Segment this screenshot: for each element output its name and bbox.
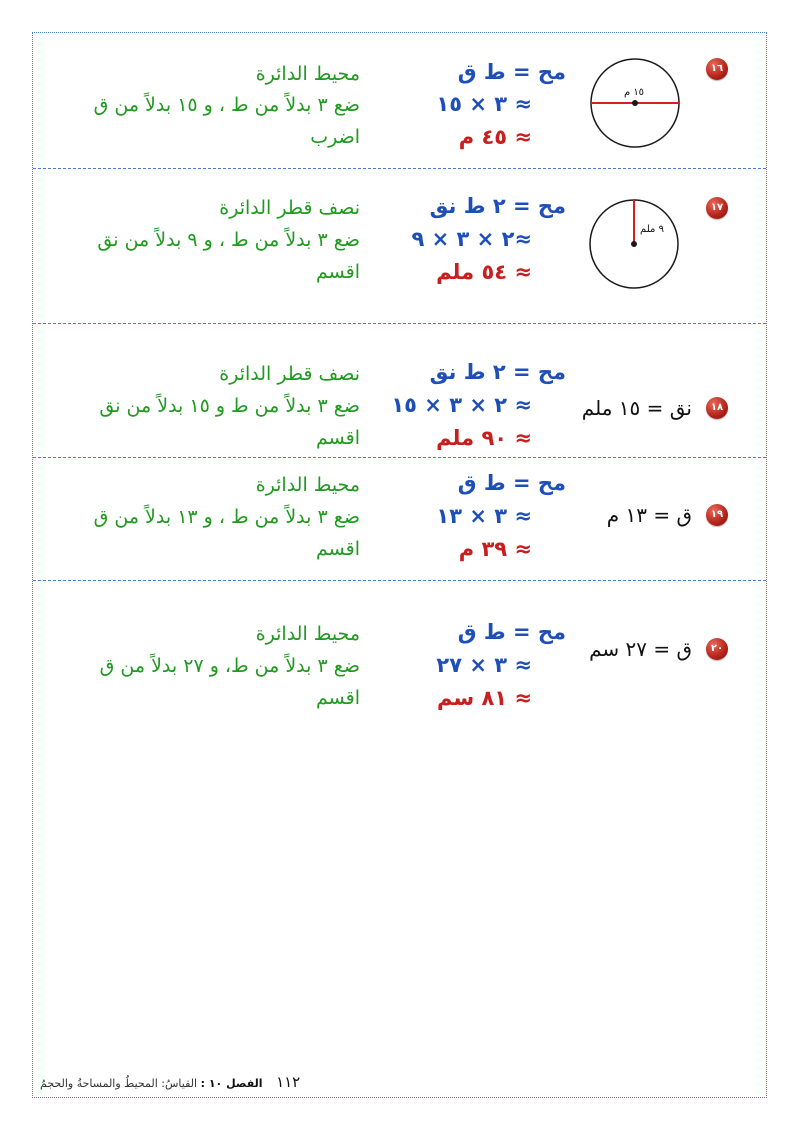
- result: ≈ ٨١ سم: [437, 686, 532, 710]
- note-line-3: اقسم: [316, 427, 360, 449]
- note-line-3: اقسم: [316, 538, 360, 560]
- formula: مح = ط ق: [457, 60, 566, 84]
- separator: [33, 580, 766, 581]
- chapter-title: القياسُ: المحيطُ والمساحةُ والحجمُ: [40, 1077, 198, 1090]
- page-frame: [32, 32, 767, 1098]
- page-footer: [40, 1073, 300, 1091]
- page-number: ١١٢: [276, 1073, 301, 1091]
- note-line-1: محيط الدائرة: [255, 63, 360, 85]
- given-value: نق = ١٥ ملم: [581, 396, 692, 420]
- circle-radius-diagram: [586, 194, 686, 292]
- result: ≈ ٥٤ ملم: [436, 260, 532, 284]
- note-line-2: ضع ٣ بدلاً من ط، و ٢٧ بدلاً من ق: [99, 655, 360, 677]
- note-line-2: ضع ٣ بدلاً من ط و ١٥ بدلاً من نق: [99, 395, 360, 417]
- substitution-step: ≈٢ × ٣ × ٩: [411, 227, 532, 251]
- note-line-3: اقسم: [316, 687, 360, 709]
- circle-diameter-diagram: [586, 55, 686, 153]
- note-line-1: نصف قطر الدائرة: [219, 197, 360, 219]
- substitution-step: ≈ ٣ × ١٣: [436, 504, 532, 528]
- problem-number-badge: ٢٠: [706, 638, 728, 660]
- result: ≈ ٩٠ ملم: [436, 426, 532, 450]
- diagram-label: ١٥ م: [623, 87, 645, 98]
- substitution-step: ≈ ٣ × ٢٧: [436, 653, 532, 677]
- note-line-1: محيط الدائرة: [255, 474, 360, 496]
- note-line-2: ضع ٣ بدلاً من ط ، و ١٥ بدلاً من ق: [93, 94, 360, 116]
- note-line-2: ضع ٣ بدلاً من ط ، و ١٣ بدلاً من ق: [93, 506, 360, 528]
- note-line-1: محيط الدائرة: [255, 623, 360, 645]
- separator: [33, 323, 766, 324]
- formula: مح = ط ق: [457, 471, 566, 495]
- chapter-label: الفصل ١٠ :: [200, 1077, 263, 1090]
- result: ≈ ٣٩ م: [458, 537, 532, 561]
- given-value: ق = ٢٧ سم: [589, 637, 692, 661]
- result: ≈ ٤٥ م: [458, 125, 532, 149]
- note-line-2: ضع ٣ بدلاً من ط ، و ٩ بدلاً من نق: [97, 229, 360, 251]
- note-line-3: اضرب: [310, 126, 360, 148]
- note-line-1: نصف قطر الدائرة: [219, 363, 360, 385]
- formula: مح = ط ق: [457, 620, 566, 644]
- separator: [33, 457, 766, 458]
- problem-number-badge: ١٧: [706, 197, 728, 219]
- problem-number-badge: ١٨: [706, 397, 728, 419]
- separator: [33, 168, 766, 169]
- given-value: ق = ١٣ م: [606, 503, 692, 527]
- diagram-label: ٩ ملم: [640, 224, 664, 235]
- circle-center-dot: [632, 100, 638, 106]
- problem-number-badge: ١٦: [706, 58, 728, 80]
- note-line-3: اقسم: [316, 261, 360, 283]
- substitution-step: ≈ ٣ × ١٥: [436, 92, 532, 116]
- formula: مح = ٢ ط نق: [429, 360, 566, 384]
- substitution-step: ≈ ٢ × ٣ × ١٥: [391, 393, 532, 417]
- problem-number-badge: ١٩: [706, 504, 728, 526]
- circle-center-dot: [631, 241, 637, 247]
- formula: مح = ٢ ط نق: [429, 194, 566, 218]
